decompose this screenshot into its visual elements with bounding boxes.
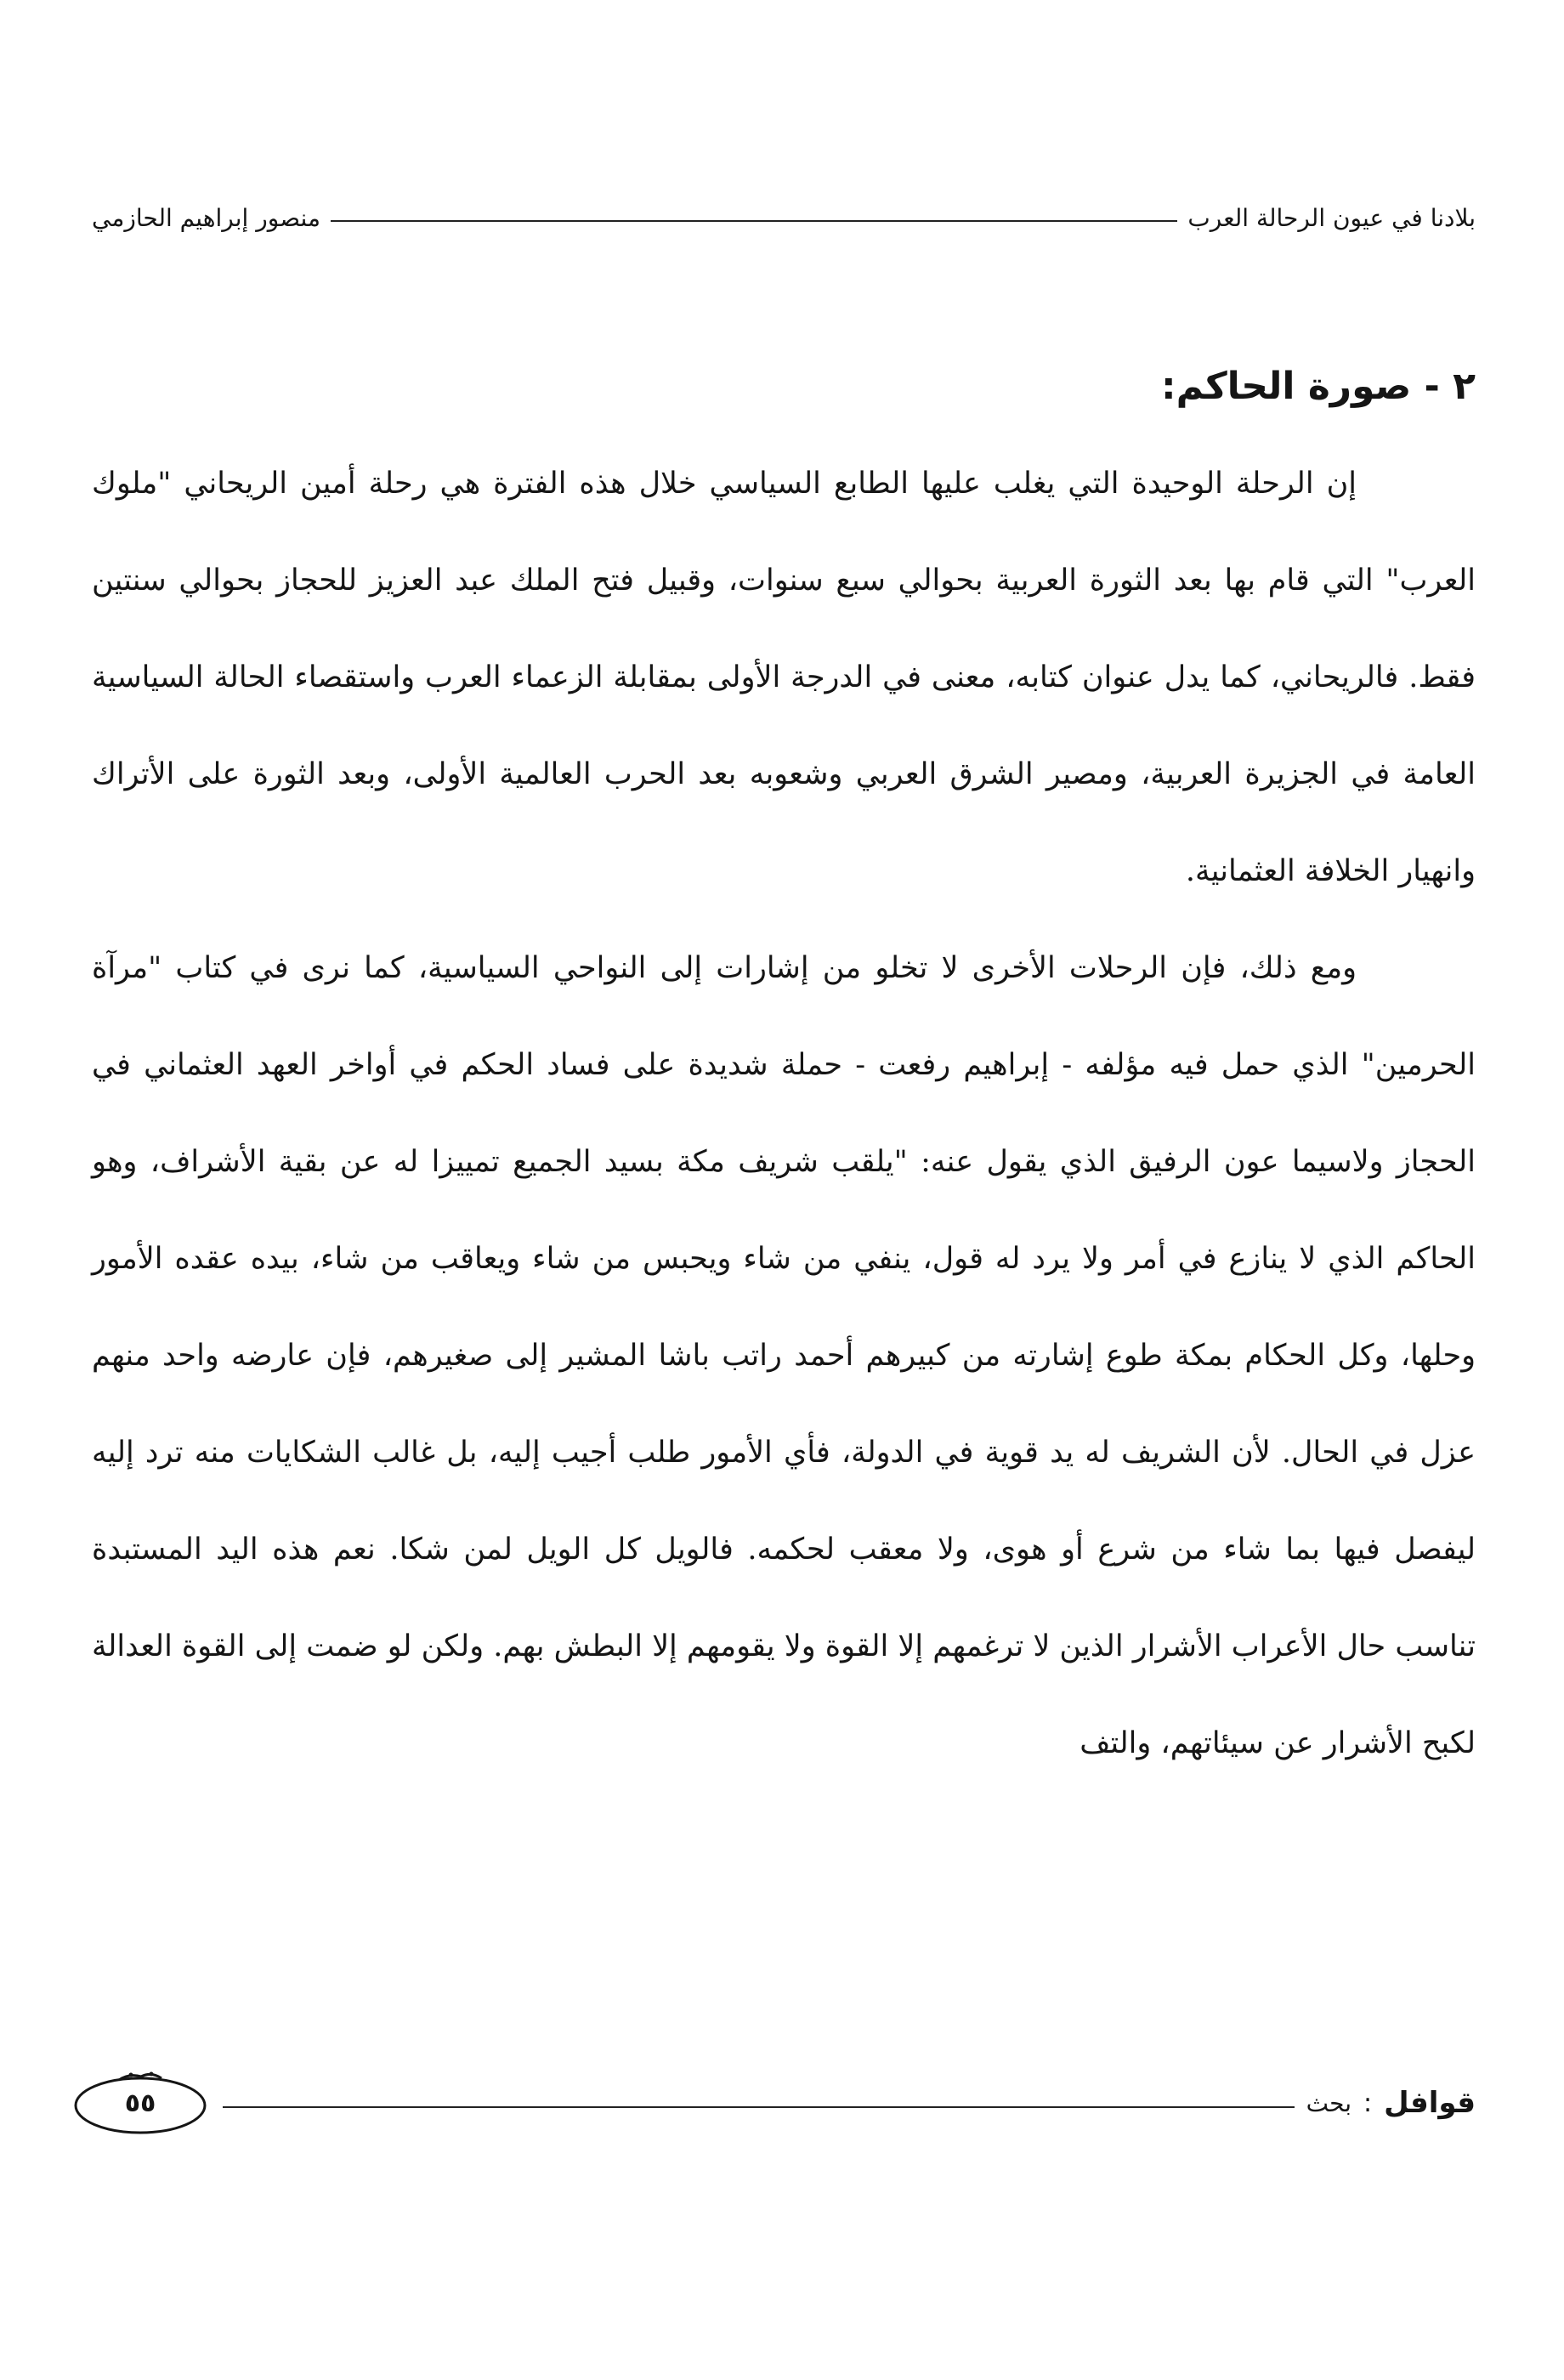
page-number: ٥٥ <box>124 2088 156 2118</box>
footer-separator: : <box>1363 2088 1373 2118</box>
header-rule <box>331 220 1177 222</box>
paragraph-1: إن الرحلة الوحيدة التي يغلب عليها الطابع السياسي خلال هذه الفترة هي رحلة أمين الريحاني "ملوك العرب" التي قام بها بعد الثورة العربية بحوالي سبع سنوات، وقبيل فتح الملك عبد العزيز للحجاز بحوالي سنتين فقط. فالريحاني، كما يدل عنوان كتابه، معنى في الدرجة الأولى بمقابلة الزعماء العرب واستقصاء الحالة السياسية العامة في الجزيرة العربية، ومصير الشرق العربي وشعوبه بعد الحرب العالمية الأولى، وبعد الثورة على الأتراك وانهيار الخلافة العثمانية. <box>92 467 1476 888</box>
journal-name: قوافل <box>1384 2086 1476 2120</box>
running-header <box>92 194 1476 241</box>
book-title: بلادنا في عيون الرحالة العرب <box>1187 203 1476 232</box>
author-name: منصور إبراهيم الحازمي <box>92 203 320 232</box>
section-heading: ٢ - صورة الحاكم: <box>1160 365 1476 408</box>
main-content <box>92 348 1476 1792</box>
page-footer <box>70 2060 1476 2145</box>
page-number-badge <box>70 2068 211 2138</box>
section-label: بحث <box>1306 2088 1352 2117</box>
footer-rule <box>223 2106 1295 2108</box>
paragraph-2: ومع ذلك، فإن الرحلات الأخرى لا تخلو من إشارات إلى النواحي السياسية، كما نرى في كتاب "مرآة الحرمين" الذي حمل فيه مؤلفه - إبراهيم رفعت - حملة شديدة على فساد الحكم في أواخر العهد العثماني في الحجاز ولاسيما عون الرفيق الذي يقول عنه: "يلقب شريف مكة بسيد الجميع تمييزا له عن بقية الأشراف، وهو الحاكم الذي لا ينازع في أمر ولا يرد له قول، ينفي من شاء ويحبس من شاء ويعاقب من شاء، بيده عقده الأمور وحلها، وكل الحكام بمكة طوع إشارته من كبيرهم أحمد راتب باشا المشير إلى صغيرهم، فإن عارضه واحد منهم عزل في الحال. لأن الشريف له يد قوية في الدولة، فأي الأمور طلب أجيب إليه، بل غالب الشكايات منه ترد إليه ليفصل فيها بما شاء من شرع أو هوى، ولا معقب لحكمه. فالويل كل الويل لمن شكا. نعم هذه اليد المستبدة تناسب حال الأعراب الأشرار الذين لا ترغمهم إلا القوة ولا يقومهم إلا البطش بهم. ولكن لو ضمت إلى القوة العدالة لكبح الأشرار عن سيئاتهم، والتف <box>92 951 1476 1760</box>
